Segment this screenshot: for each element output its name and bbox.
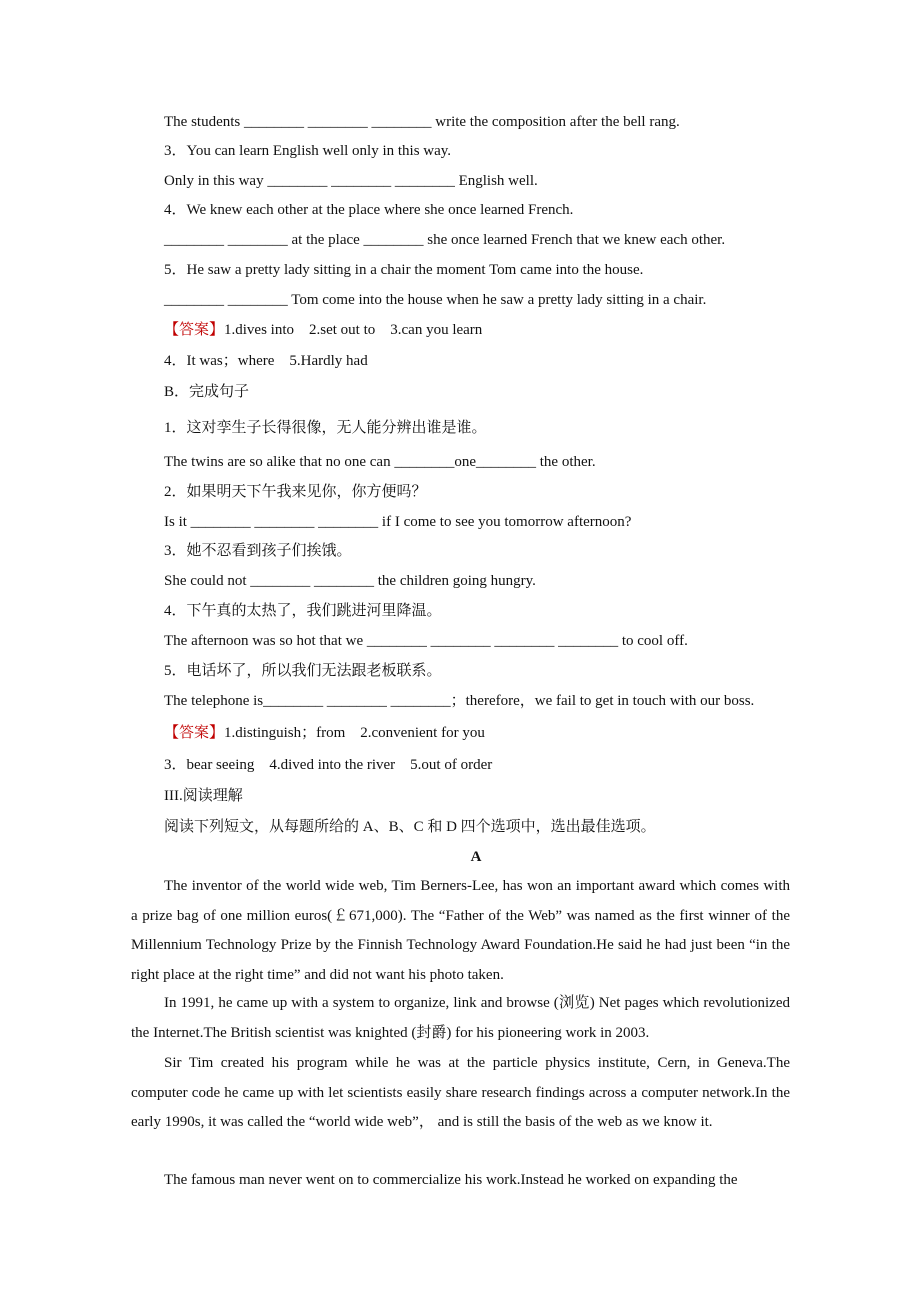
answer-key-b-cont: 3．bear seeing 4.dived into the river 5.out of order (164, 757, 493, 773)
section-b-q4-en: The afternoon was so hot that we ________ ________ ________ ________ to cool off. (164, 633, 688, 649)
passage-paragraph: The famous man never went on to commercialize his work.Instead he worked on expanding the (164, 1172, 738, 1188)
section-b-q4-cn: 4．下午真的太热了，我们跳进河里降温。 (164, 603, 442, 619)
passage-paragraph: In 1991, he came up with a system to organize, link and browse (浏览) Net pages which revolutionized the Internet.The British scientist was knighted (封爵) for his pioneering work in 2003. (131, 995, 790, 1041)
passage-paragraph: Sir Tim created his program while he was at the particle physics institute, Cern, in Geneva.The computer code he came up with let scientists easily share research findings across a computer network.In the early 1990s, it was called the “world wide web”， and is still the basis of the web as we know it. (131, 1055, 790, 1130)
section-b-q1-cn: 1．这对孪生子长得很像，无人能分辨出谁是谁。 (164, 420, 487, 436)
passage-paragraph: The inventor of the world wide web, Tim Berners-Lee, has won an important award which comes with a prize bag of one million euros(￡671,000). The “Father of the Web” was named as the first winner of the Millennium Technology Prize by the Finnish Technology Award Foundation.He said he had just been “in the right place at the right time” and did not want his photo taken. (131, 878, 790, 983)
section-b-q2-cn: 2．如果明天下午我来见你，你方便吗？ (164, 484, 427, 500)
section-b-q1-en: The twins are so alike that no one can ________one________ the other. (164, 454, 596, 470)
section-b-q3-en: She could not ________ ________ the children going hungry. (164, 573, 536, 589)
rewrite-q5: 5．He saw a pretty lady sitting in a chair the moment Tom came into the house. (164, 262, 644, 278)
answer-tag: 【答案】 (164, 322, 225, 338)
answer-key-b (164, 723, 485, 743)
section-b-q5-cn: 5．电话坏了，所以我们无法跟老板联系。 (164, 663, 442, 679)
section-b-q3-cn: 3．她不忍看到孩子们挨饿。 (164, 543, 352, 559)
answer-tag: 【答案】 (164, 725, 225, 741)
section-c-title: III.阅读理解 (164, 788, 243, 804)
answer-key-a (164, 320, 482, 340)
rewrite-q2-answer-line: The students ________ ________ ________ write the composition after the bell rang. (164, 114, 680, 130)
rewrite-q3: 3．You can learn English well only in this way. (164, 143, 452, 159)
section-b-title: B．完成句子 (164, 384, 250, 400)
section-b-q5-en: The telephone is________ ________ ________；therefore，we fail to get in touch with our boss. (164, 693, 755, 709)
answer-text: 1.distinguish；from 2.convenient for you (224, 725, 485, 741)
rewrite-q5-answer-line: ________ ________ Tom come into the house when he saw a pretty lady sitting in a chair. (164, 292, 707, 308)
section-c-instruction: 阅读下列短文，从每题所给的 A、B、C 和 D 四个选项中，选出最佳选项。 (164, 819, 656, 835)
rewrite-q3-answer-line: Only in this way ________ ________ ________ English well. (164, 173, 538, 189)
answer-text: 1.dives into 2.set out to 3.can you learn (224, 322, 483, 338)
answer-key-a-cont: 4．It was；where 5.Hardly had (164, 353, 368, 369)
section-b-q2-en: Is it ________ ________ ________ if I come to see you tomorrow afternoon? (164, 514, 632, 530)
rewrite-q4: 4．We knew each other at the place where she once learned French. (164, 202, 574, 218)
passage-label: A (470, 849, 482, 865)
rewrite-q4-answer-line: ________ ________ at the place ________ she once learned French that we knew each other. (164, 232, 726, 248)
